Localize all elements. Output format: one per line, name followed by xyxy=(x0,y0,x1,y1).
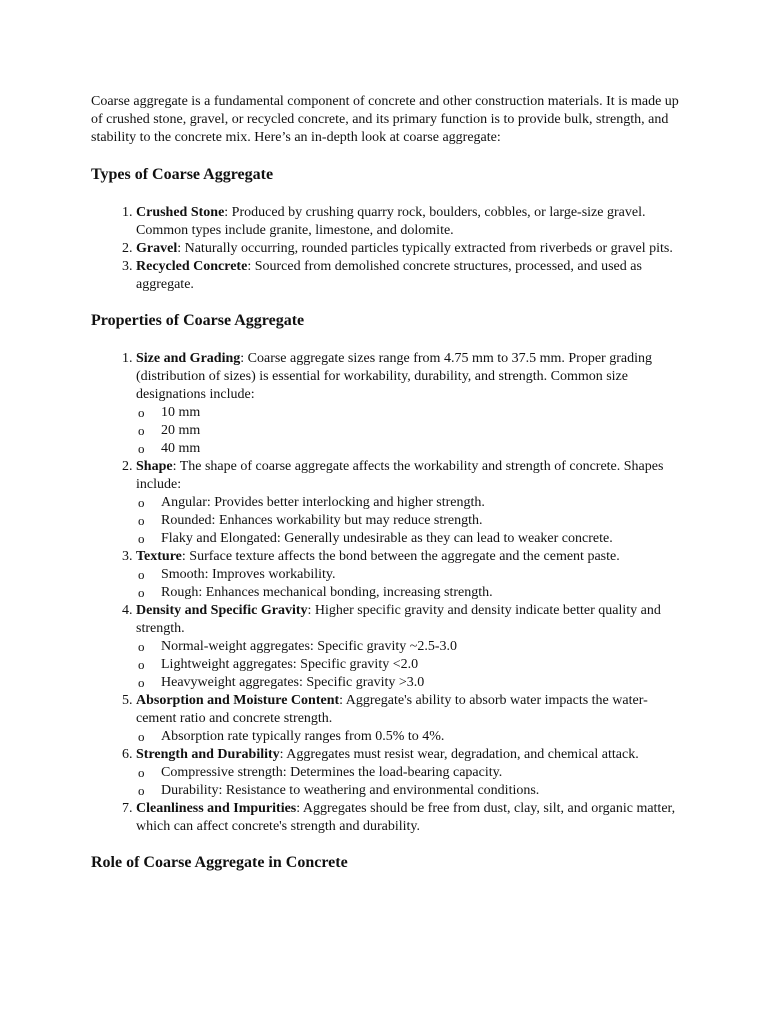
list-item xyxy=(136,350,681,458)
item-term: Gravel xyxy=(136,241,178,256)
sub-list-item: o Flaky and Elongated: Generally undesirable as they can lead to weaker concrete. xyxy=(161,530,681,548)
item-term: Crushed Stone xyxy=(136,205,225,220)
list-item xyxy=(136,204,681,240)
sub-list-item: o 10 mm xyxy=(161,404,681,422)
list-item xyxy=(136,240,681,258)
item-term: Strength and Durability xyxy=(136,747,280,762)
section-heading-types: Types of Coarse Aggregate xyxy=(91,166,274,183)
section-heading-role: Role of Coarse Aggregate in Concrete xyxy=(91,854,348,871)
item-text: : The shape of coarse aggregate affects the workability and strength of concrete. Shapes include: xyxy=(136,459,664,492)
item-text: : Produced by crushing quarry rock, boulders, cobbles, or large-size gravel. Common types include granite, limestone, and dolomite. xyxy=(136,205,646,238)
document-page xyxy=(91,93,681,892)
sub-list-item: o 20 mm xyxy=(161,422,681,440)
sub-list-item: o Rough: Enhances mechanical bonding, increasing strength. xyxy=(161,584,681,602)
sub-list xyxy=(136,494,681,548)
item-text: : Naturally occurring, rounded particles typically extracted from riverbeds or gravel pits. xyxy=(177,241,673,256)
item-text: : Sourced from demolished concrete structures, processed, and used as aggregate. xyxy=(136,259,642,292)
sub-list-item: o Compressive strength: Determines the load-bearing capacity. xyxy=(161,764,681,782)
item-text: : Higher specific gravity and density indicate better quality and strength. xyxy=(136,603,661,636)
item-term: Recycled Concrete xyxy=(136,259,248,274)
list-item xyxy=(136,258,681,294)
sub-list-item: o Absorption rate typically ranges from 0.5% to 4%. xyxy=(161,728,681,746)
sub-list-item: o Smooth: Improves workability. xyxy=(161,566,681,584)
section-heading-properties: Properties of Coarse Aggregate xyxy=(91,312,305,329)
sub-list-item: o Durability: Resistance to weathering and environmental conditions. xyxy=(161,782,681,800)
sub-list xyxy=(136,566,681,602)
sub-list-item: o Angular: Provides better interlocking and higher strength. xyxy=(161,494,681,512)
item-text: : Coarse aggregate sizes range from 4.75 mm to 37.5 mm. Proper grading (distribution of sizes) is essential for workability, durability, and strength. Common size designations include: xyxy=(136,351,652,402)
sub-list-item: o 40 mm xyxy=(161,440,681,458)
item-term: Cleanliness and Impurities xyxy=(136,801,297,816)
item-term: Absorption and Moisture Content xyxy=(136,693,340,708)
types-list xyxy=(91,204,681,294)
list-item xyxy=(136,548,681,602)
properties-list xyxy=(91,350,681,836)
sub-list-item: o Lightweight aggregates: Specific gravity <2.0 xyxy=(161,656,681,674)
list-item xyxy=(136,746,681,800)
item-text: : Aggregates should be free from dust, clay, silt, and organic matter, which can affect concrete's strength and durability. xyxy=(136,801,676,834)
intro-paragraph: Coarse aggregate is a fundamental component of concrete and other construction materials. It is made up of crushed stone, gravel, or recycled concrete, and its primary function is to provide bulk, strength, and stability to the concrete mix. Here’s an in-depth look at coarse aggregate: xyxy=(91,94,679,145)
list-item xyxy=(136,800,681,836)
sub-list-item: o Normal-weight aggregates: Specific gravity ~2.5-3.0 xyxy=(161,638,681,656)
sub-list xyxy=(136,728,681,746)
item-text: : Surface texture affects the bond between the aggregate and the cement paste. xyxy=(181,549,620,564)
sub-list xyxy=(136,764,681,800)
item-text: : Aggregates must resist wear, degradation, and chemical attack. xyxy=(279,747,639,762)
sub-list xyxy=(136,638,681,692)
item-term: Texture xyxy=(136,549,182,564)
list-item xyxy=(136,458,681,548)
list-item xyxy=(136,692,681,746)
item-term: Shape xyxy=(136,459,173,474)
sub-list-item: o Heavyweight aggregates: Specific gravity >3.0 xyxy=(161,674,681,692)
sub-list-item: o Rounded: Enhances workability but may reduce strength. xyxy=(161,512,681,530)
item-text: : Aggregate's ability to absorb water impacts the water-cement ratio and concrete strength. xyxy=(136,693,648,726)
item-term: Size and Grading xyxy=(136,351,241,366)
list-item xyxy=(136,602,681,692)
sub-list xyxy=(136,404,681,458)
item-term: Density and Specific Gravity xyxy=(136,603,308,618)
